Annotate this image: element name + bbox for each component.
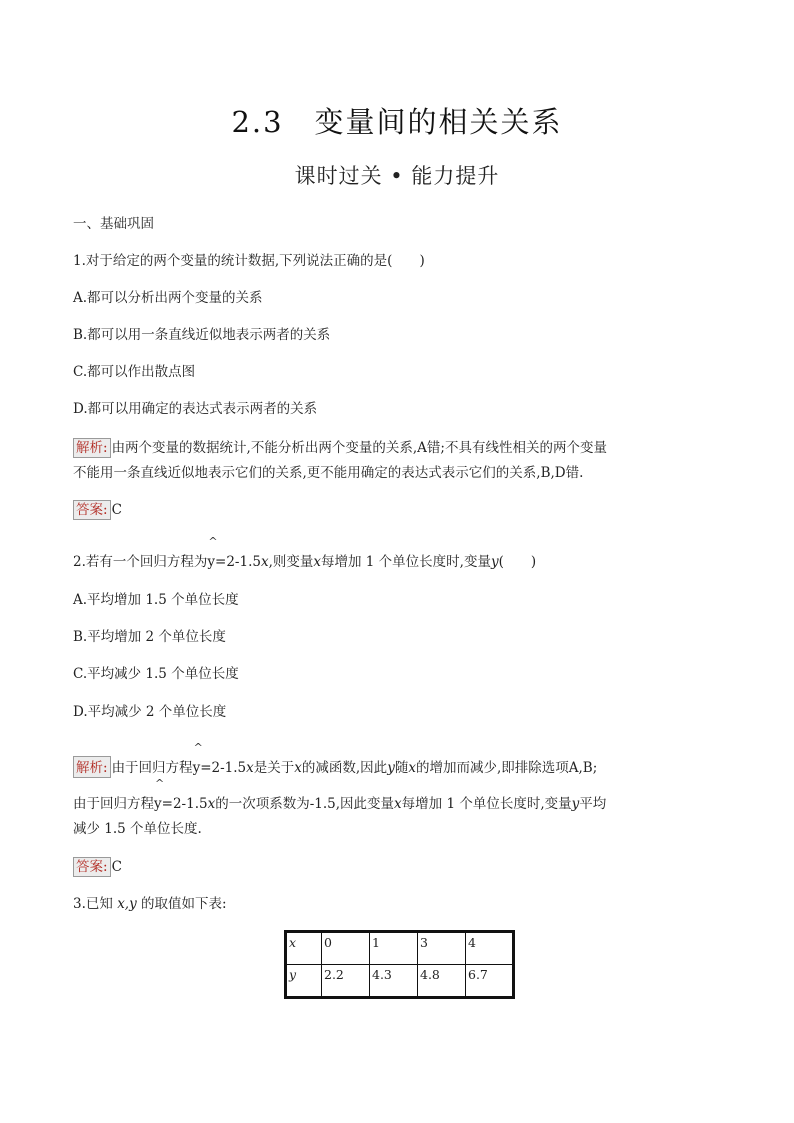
q3-stem [73, 895, 227, 913]
var-x: x [260, 554, 269, 570]
analysis-tag: 解析: [73, 756, 111, 778]
table-cell: 6.7 [466, 965, 514, 998]
q1-stem: 1.对于给定的两个变量的统计数据,下列说法正确的是( ) [73, 253, 425, 269]
q2-answer [73, 857, 122, 877]
q2-a1-text-c: 的减函数,因此 [301, 760, 388, 776]
q2-stem-text-d: ( ) [498, 554, 537, 570]
var-x: x [394, 796, 402, 812]
q3-stem-text-a: 3.已知 [73, 896, 113, 912]
q2-a1-text-b: 是关于 [253, 760, 295, 776]
table-cell: x [286, 932, 322, 965]
q2-analysis-line2 [73, 777, 607, 813]
y-hat-letter: y [207, 554, 216, 570]
table-row [286, 932, 514, 965]
page-title: 2.3 变量间的相关关系 [231, 105, 563, 139]
var-x: x [246, 760, 254, 776]
q1-answer-value: C [111, 502, 122, 518]
q2-stem-text-a: 2.若有一个回归方程为 [73, 554, 208, 570]
var-y: y [387, 760, 395, 776]
hat-mark: ^ [208, 535, 218, 548]
q2-a2-text-a: 由于回归方程 [73, 796, 154, 812]
table-cell: 4.8 [418, 965, 466, 998]
answer-tag: 答案: [73, 857, 111, 877]
table-cell: 2.2 [322, 965, 370, 998]
q1-option-c: C.都可以作出散点图 [73, 364, 196, 380]
var-x: x [313, 554, 322, 570]
q2-a1-text-d: 随 [394, 760, 409, 776]
table-cell: y [286, 965, 322, 998]
q2-stem-text-b: ,则变量 [268, 554, 314, 570]
q1-answer [73, 500, 122, 520]
y-hat-letter: y [154, 796, 162, 812]
q2-equation: =2-1.5 [215, 554, 261, 570]
q2-a1-text-a: 由于回归方程 [111, 760, 193, 776]
q1-analysis-text1: 由两个变量的数据统计,不能分析出两个变量的关系,A错;不具有线性相关的两个变量 [111, 440, 607, 456]
q1-analysis-line2: 不能用一条直线近似地表示它们的关系,更不能用确定的表达式表示它们的关系,B,D错. [73, 465, 584, 481]
table-cell: 0 [322, 932, 370, 965]
var-x: x [207, 796, 216, 812]
analysis-tag: 解析: [73, 438, 111, 458]
q2-a2-text-b: 的一次项系数为-1.5,因此变量 [215, 796, 395, 812]
y-hat [192, 741, 203, 777]
y-hat [207, 535, 218, 571]
q1-option-b: B.都可以用一条直线近似地表示两者的关系 [73, 327, 331, 343]
q2-a2-text-c: 每增加 1 个单位长度时,变量 [401, 796, 572, 812]
table-cell: 1 [370, 932, 418, 965]
q1-option-a: A.都可以分析出两个变量的关系 [73, 290, 263, 306]
q2-a2-text-d: 平均 [579, 796, 607, 812]
table-cell: 3 [418, 932, 466, 965]
q2-a1-text-e: 的增加而减少,即排除选项A,B; [415, 760, 598, 776]
q1-option-d: D.都可以用确定的表达式表示两者的关系 [73, 401, 318, 417]
hat-mark: ^ [155, 777, 165, 790]
q2-option-c: C.平均减少 1.5 个单位长度 [73, 666, 239, 682]
table-cell: 4.3 [370, 965, 418, 998]
var-x: x [294, 760, 302, 776]
q2-option-d: D.平均减少 2 个单位长度 [73, 704, 227, 720]
q2-analysis-line3: 减少 1.5 个单位长度. [73, 821, 202, 837]
xy-value-table [284, 930, 515, 999]
q3-vars: x,y [117, 896, 137, 912]
table-cell: 4 [466, 932, 514, 965]
y-hat-letter: y [192, 760, 201, 776]
var-y: y [490, 554, 499, 570]
hat-mark: ^ [193, 741, 203, 754]
var-y: y [571, 796, 580, 812]
page-subtitle: 课时过关 • 能力提升 [294, 164, 500, 188]
q2-analysis-line1 [73, 741, 598, 778]
q2-stem-text-c: 每增加 1 个单位长度时,变量 [321, 554, 491, 570]
q2-option-a: A.平均增加 1.5 个单位长度 [73, 592, 239, 608]
q2-a1-equation: =2-1.5 [200, 760, 247, 776]
y-hat [154, 777, 165, 813]
q1-analysis-line1 [73, 438, 607, 458]
q2-answer-value: C [111, 859, 122, 875]
q2-option-b: B.平均增加 2 个单位长度 [73, 629, 226, 645]
q3-stem-text-b: 的取值如下表: [141, 896, 227, 912]
var-x: x [408, 760, 416, 776]
q2-stem [73, 535, 537, 571]
table-row [286, 965, 514, 998]
answer-tag: 答案: [73, 500, 111, 520]
section-heading: 一、基础巩固 [73, 216, 154, 232]
q2-a2-equation: =2-1.5 [161, 796, 208, 812]
